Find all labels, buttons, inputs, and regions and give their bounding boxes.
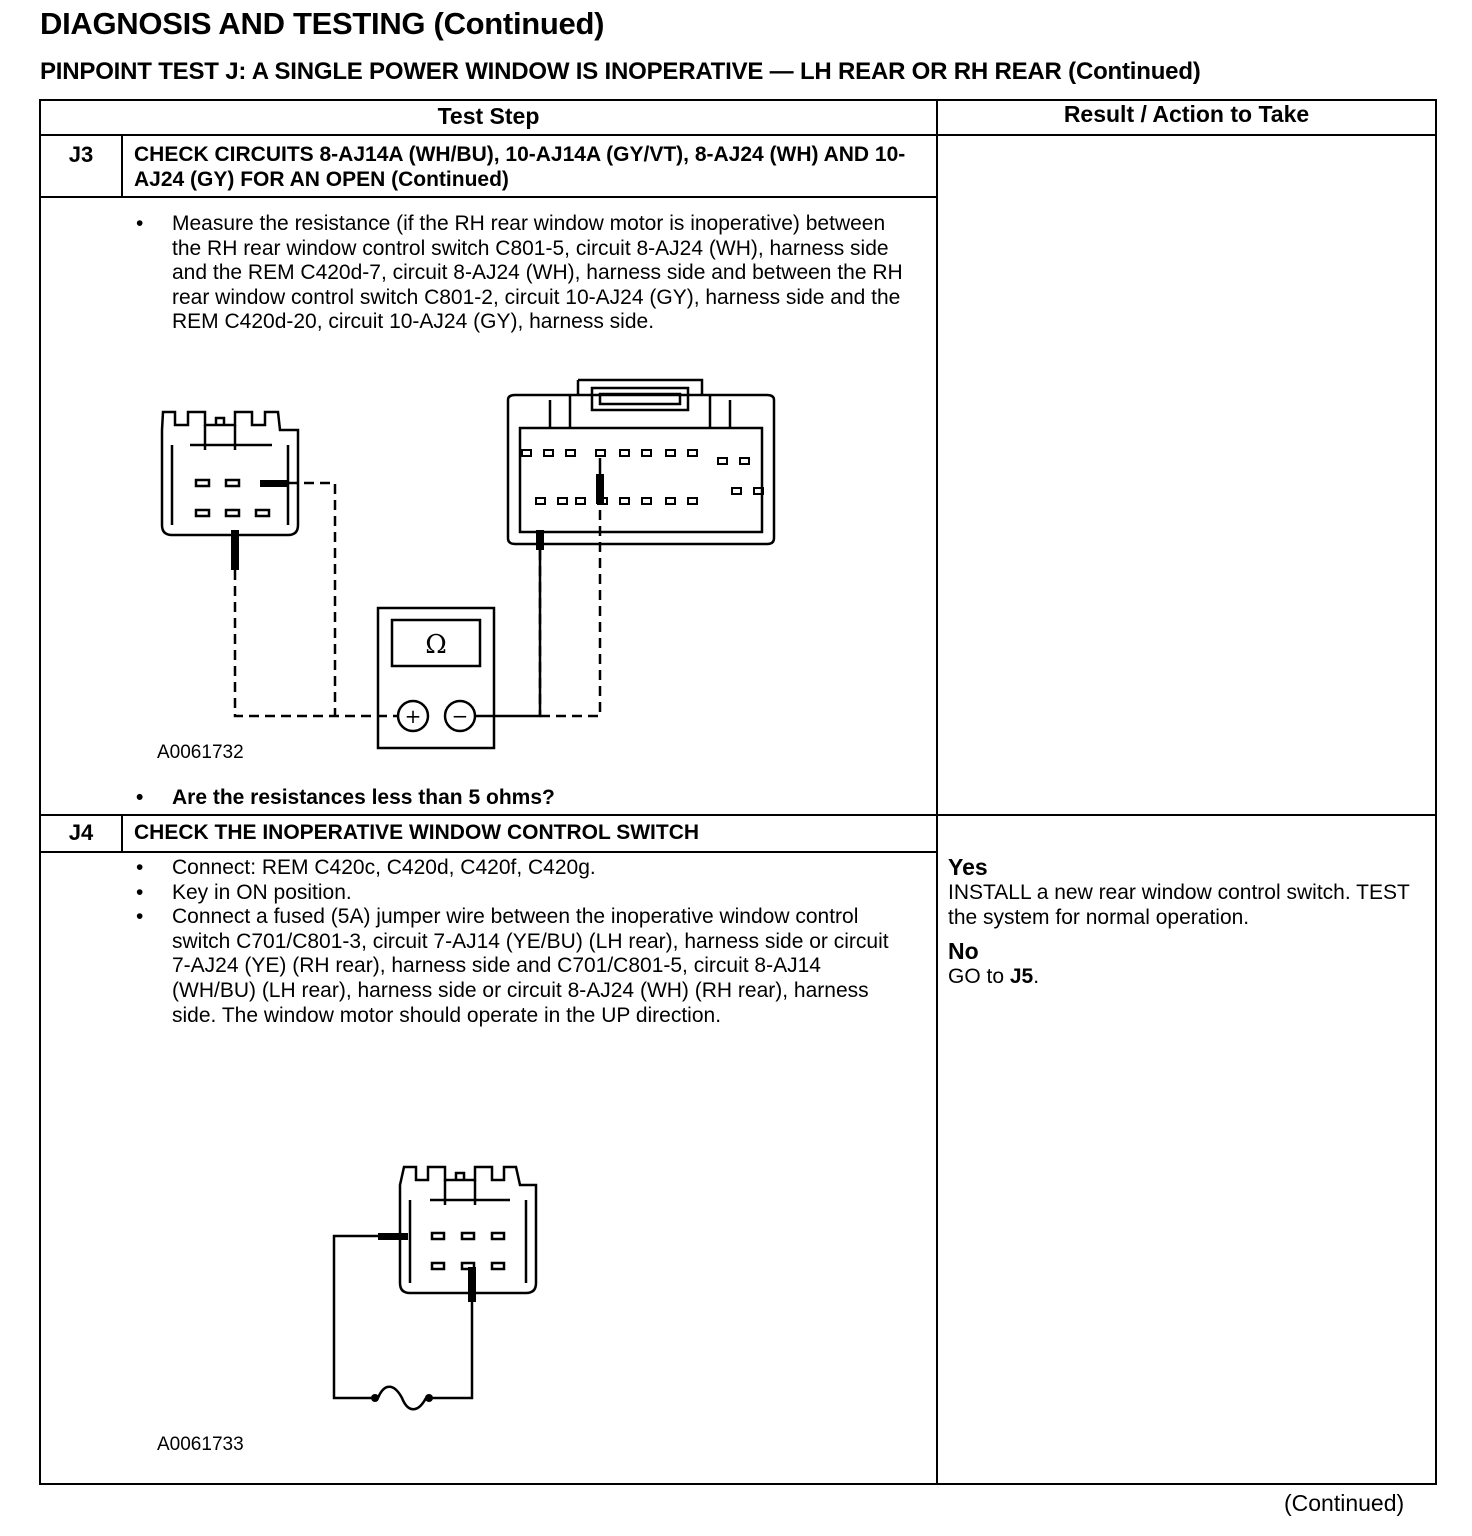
ohmmeter <box>378 608 494 748</box>
j4-instructions <box>132 856 907 1028</box>
step-id-j4: J4 <box>68 820 94 845</box>
continued-footer: (Continued) <box>1284 1490 1405 1516</box>
result-header: Result / Action to Take <box>1063 101 1310 127</box>
test-step-header: Test Step <box>437 103 540 129</box>
column-divider <box>936 99 938 1485</box>
j4-title-border <box>39 851 938 853</box>
rem-connector <box>508 380 774 544</box>
table-right-border <box>1435 99 1437 1485</box>
jumper-wire-diagram <box>320 1155 560 1415</box>
result-no-prefix: GO to <box>948 965 1010 989</box>
j3-question <box>132 786 907 811</box>
step-title-j3: CHECK CIRCUITS 8-AJ14A (WH/BU), 10-AJ14A (GY/VT), 8-AJ24 (WH) AND 10-AJ24 (GY) FOR AN OPEN (Continued) <box>134 143 906 191</box>
result-no-text <box>948 965 1418 990</box>
j3-bottom-border <box>39 814 1437 816</box>
j4-bullet-3: • Connect a fused (5A) jumper wire between the inoperative window control switch C701/C801-3, circuit 7-AJ14 (YE/BU) (LH rear), harness side or circuit 7-AJ24 (YE) (RH rear), harness side and C701/C801-5, circuit 8-AJ14 (WH/BU) (LH rear), harness side or circuit 8-AJ24 (WH) (RH rear), harness side. The window motor should operate in the UP direction. <box>132 905 907 1028</box>
ohm-symbol: Ω <box>425 630 447 660</box>
j4-id-divider <box>121 814 123 851</box>
j4-bullet-2: • Key in ON position. <box>132 881 907 906</box>
minus-terminal: − <box>451 704 469 728</box>
pinpoint-test-title: PINPOINT TEST J: A SINGLE POWER WINDOW IS INOPERATIVE — LH REAR OR RH REAR (Continued) <box>40 58 1201 85</box>
j3-question-text: • Are the resistances less than 5 ohms? <box>132 786 907 811</box>
j3-bullet: • Measure the resistance (if the RH rear window motor is inoperative) between the RH rear window control switch C801-5, circuit 8-AJ24 (WH), harness side and the REM C420d-7, circuit 8-AJ24 (WH), harness side and between the RH rear window control switch C801-2, circuit 10-AJ24 (GY), harness side and the REM C420d-20, circuit 10-AJ24 (GY), harness side. <box>132 212 907 335</box>
table-left-border <box>39 99 41 1485</box>
j4-bullet-1: • Connect: REM C420c, C420d, C420f, C420g. <box>132 856 907 881</box>
plus-terminal: + <box>404 704 422 728</box>
j3-title-border <box>39 196 938 198</box>
result-no-target: J5 <box>1009 965 1034 989</box>
table-bottom-border <box>39 1483 1437 1485</box>
result-no-label: No <box>948 938 979 965</box>
step-id-j3: J3 <box>68 142 94 167</box>
j3-instructions <box>132 212 907 335</box>
result-yes-text: INSTALL a new rear window control switch. TEST the system for normal operation. <box>948 881 1410 929</box>
resistance-test-diagram <box>130 370 810 760</box>
switch-connector <box>162 412 298 535</box>
figure-id-j4: A0061733 <box>157 1434 244 1455</box>
j3-id-divider <box>121 134 123 196</box>
result-yes-label: Yes <box>948 854 988 880</box>
page-title: DIAGNOSIS AND TESTING (Continued) <box>40 6 605 41</box>
header-bottom-border <box>39 134 1437 136</box>
j4-results <box>948 854 1418 990</box>
step-title-j4: CHECK THE INOPERATIVE WINDOW CONTROL SWITCH <box>134 821 700 844</box>
figure-id-j3: A0061732 <box>157 742 244 763</box>
result-no-suffix: . <box>1033 965 1040 989</box>
